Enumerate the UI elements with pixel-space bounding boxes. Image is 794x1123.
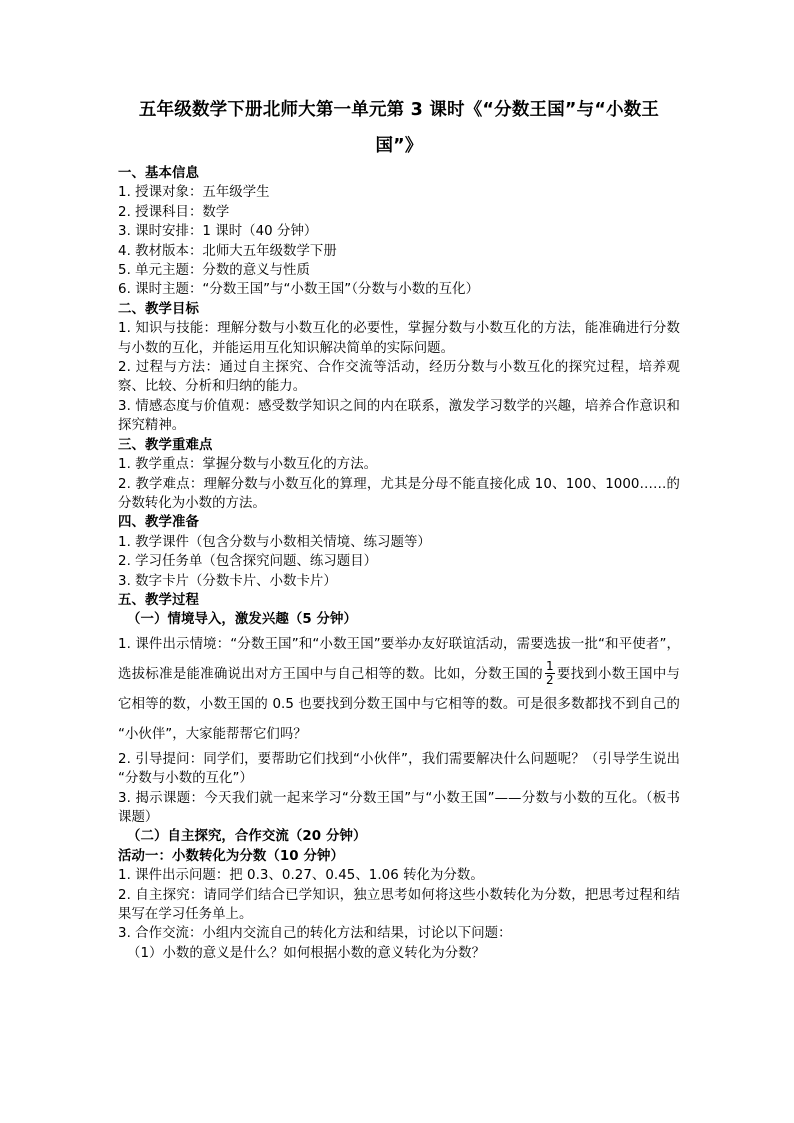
subsection-heading-step-1: （一）情境导入，激发兴趣（5 分钟）	[127, 612, 358, 628]
fraction-one-half	[545, 660, 555, 686]
paragraph-with-fraction	[118, 630, 680, 750]
list-item: 3. 揭示课题：今天我们就一起来学习“分数王国”与“小数王国”——分数与小数的互化。（板书课题）	[118, 790, 680, 825]
list-item: 1. 教学课件（包含分数与小数相关情境、练习题等）	[118, 534, 431, 550]
fraction-denominator: 2	[545, 673, 554, 688]
list-item: 1. 课件出示问题：把 0.3、0.27、0.45、1.06 转化为分数。	[118, 868, 484, 884]
list-item: 3. 合作交流：小组内交流自己的转化方法和结果，讨论以下问题：	[118, 926, 512, 942]
list-item: 3. 课时安排：1 课时（40 分钟）	[118, 224, 318, 240]
list-item: 1. 教学重点：掌握分数与小数互化的方法。	[118, 457, 378, 473]
paragraph-text-before-fraction: 1. 课件出示情境：“分数王国”和“小数王国”要举办友好联谊活动，需要选拔一批“和平使者”，选拔标准是能准确说出对方王国中与自己相等的数。比如，分数王国的	[118, 636, 680, 682]
list-item: 2. 教学难点：理解分数与小数互化的算理，尤其是分母不能直接化成 10、100、1000……的分数转化为小数的方法。	[118, 476, 680, 511]
list-item: 4. 教材版本：北师大五年级数学下册	[118, 243, 337, 259]
page-title-line-1: 五年级数学下册北师大第一单元第 3 课时《“分数王国”与“小数王	[138, 100, 660, 120]
list-item: 1. 知识与技能：理解分数与小数互化的必要性，掌握分数与小数互化的方法，能准确进行分数与小数的互化，并能运用互化知识解决简单的实际问题。	[118, 321, 680, 356]
section-heading-objectives: 二、教学目标	[118, 301, 199, 317]
document-content	[118, 0, 680, 963]
page-title	[118, 0, 680, 164]
sub-list-item: （1）小数的意义是什么？如何根据小数的意义转化为分数？	[127, 945, 486, 961]
list-item: 6. 课时主题：“分数王国”与“小数王国”（分数与小数的互化）	[118, 282, 480, 298]
list-item: 2. 过程与方法：通过自主探究、合作交流等活动，经历分数与小数互化的探究过程，培养观察、比较、分析和归纳的能力。	[118, 360, 680, 395]
section-heading-basic-info: 一、基本信息	[118, 166, 199, 181]
section-heading-key-difficult-points: 三、教学重难点	[118, 437, 213, 453]
list-item: 2. 自主探究：请同学们结合已学知识，独立思考如何将这些小数转化为分数，把思考过程和结果写在学习任务单上。	[118, 887, 680, 922]
section-heading-process: 五、教学过程	[118, 592, 199, 608]
list-item: 3. 情感态度与价值观：感受数学知识之间的内在联系，激发学习数学的兴趣，培养合作意识和探究精神。	[118, 398, 680, 434]
section-heading-preparation: 四、教学准备	[118, 515, 199, 531]
list-item: 2. 授课科目：数学	[118, 204, 230, 220]
list-item: 1. 授课对象：五年级学生	[118, 185, 270, 201]
paragraph-text-after-fraction: 要找到小数王国中与它相等的数，小数王国的 0.5 也要找到分数王国中与它相等的数。可是很多数都找不到自己的“小伙伴”，大家能帮帮它们吗？	[118, 666, 680, 742]
list-item: 2. 学习任务单（包含探究问题、练习题目）	[118, 554, 378, 570]
page-title-line-2: 国”》	[375, 136, 423, 156]
fraction-numerator: 1	[545, 659, 554, 674]
activity-heading-1: 活动一：小数转化为分数（10 分钟）	[118, 848, 344, 864]
list-item: 3. 数字卡片（分数卡片、小数卡片）	[118, 573, 337, 589]
subsection-heading-step-2: （二）自主探究，合作交流（20 分钟）	[127, 829, 367, 845]
list-item: 2. 引导提问：同学们，要帮助它们找到“小伙伴”，我们需要解决什么问题呢？（引导学生说出“分数与小数的互化”）	[118, 751, 680, 787]
list-item: 5. 单元主题：分数的意义与性质	[118, 263, 310, 279]
